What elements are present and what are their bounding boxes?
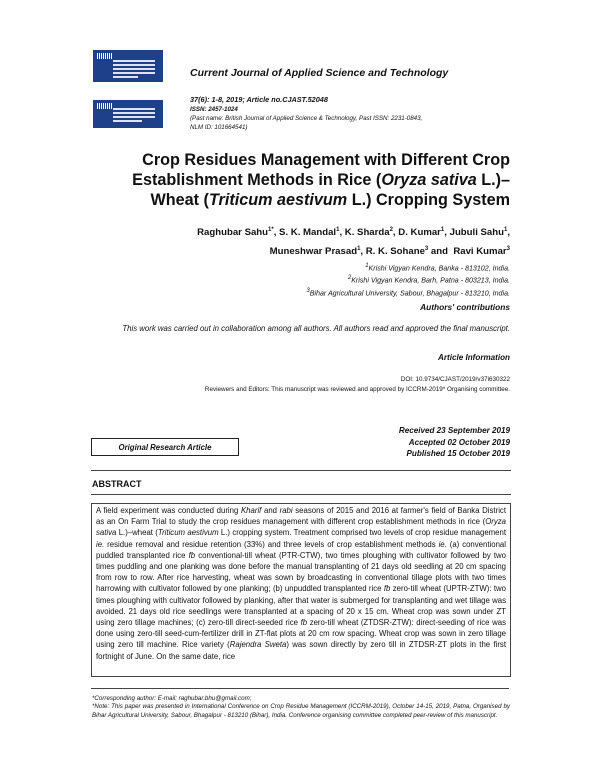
- journal-cover-logo: [93, 50, 163, 82]
- divider: [91, 494, 511, 495]
- cover-mark-icon: [97, 53, 113, 59]
- editors-note: Reviewers and Editors: This manuscript was reviewed and approved by ICCRM-2019* Organising committee.: [204, 386, 510, 393]
- journal-cover-thumbnail: [93, 100, 163, 128]
- article-title: Crop Residues Management with Different Crop Establishment Methods in Rice (Oryza sativa L.)– Wheat (Triticum aestivum L.) Cropping System: [132, 151, 510, 209]
- journal-issue: 37(6): 1-8, 2019; Article no.CJAST.52048: [190, 95, 328, 104]
- journal-name: Current Journal of Applied Science and Technology: [190, 67, 449, 79]
- divider: [91, 470, 511, 471]
- abstract-heading: ABSTRACT: [92, 479, 142, 489]
- contributions-heading: Authors' contributions: [420, 302, 510, 312]
- article-info-heading: Article Information: [438, 353, 510, 362]
- footnote-divider: [91, 688, 509, 689]
- journal-former-name: (Past name: British Journal of Applied Science & Technology, Past ISSN: 2231-0843, NLM ID: 101664541): [190, 115, 423, 131]
- barcode-icon: [97, 103, 113, 109]
- affiliations: $^1$Krishi Vigyan Kendra, Banka - 813102, India. $^2$Krishi Vigyan Kendra, Barh, Patna - 803213, India. $^3$Bihar Agricultural University, Sabour, Bhagalpur - 813210, India.: [306, 263, 510, 298]
- journal-issn: ISSN: 2457-1024: [190, 106, 238, 113]
- doi: DOI: 10.9734/CJAST/2019/v37i630322: [400, 376, 510, 383]
- footnotes: *Corresponding author: E-mail: raghubar.bhu@gmail.com; *Note: This paper was presented in International Conference on Crop Residue Management (ICCRM-2019), October 14-15, 2019, Patna, Organised by Bihar Agricultural University, Sabour, Bhagalpur - 813210 (Bihar), India. Conference organising committee completed peer-review of this manuscript.: [92, 695, 510, 719]
- article-type-badge: Original Research Article: [91, 438, 239, 456]
- publication-dates: Received 23 September 2019 Accepted 02 October 2019 Published 15 October 2019: [398, 426, 510, 458]
- abstract-text: A field experiment was conducted during Kharif and rabi seasons of 2015 and 2016 at farmer's field of Banka District as an On Farm Trial to study the crop residues management with different crop establishment methods in rice (Oryza sativa L.)–wheat (Triticum aestivum L.) cropping system. Treatment comprised two levels of crop residue management ie. residue removal and residue retention (33%) and three levels of crop establishment methods ie. (a) conventional puddled transplanted rice fb conventional-till wheat (PTR-CTW), two times ploughing with cultivator followed by two times puddling and one planking was done before the manual transplanting of 21 days old seedling at 20 cm spacing from row to row. After rice harvesting, wheat was sown by broadcasting in conventional tillage plots with two times harrowing with cultivator followed by one planking; (b) unpuddled transplanted rice fb zero-till wheat (UPTR-ZTW): two times ploughing with cultivator followed by planking, after that water is submerged for transplanting and wet tillage was avoided. 21 days old rice seedlings were transplanted at a spacing of 20 x 15 cm. Wheat crop was sown under ZT using zero tillage machines; (c) zero-till direct-seeded rice fb zero-till wheat (ZTDSR-ZTW): direct-seeding of rice was done using zero-till seed-cum-fertilizer drill in ZT-flat plots at 20 cm row spacing. Wheat crop was sown in zero tillage using zero till machine. Rice variety (Rajendra Sweta) was sown directly by zero till in ZTDSR-ZT plots in the first fortnight of June. On the same date, rice: [96, 506, 507, 661]
- author-list: Raghubar Sahu$^{1*}$, S. K. Mandal$^1$, K. Sharda$^2$, D. Kumar$^1$, Jubuli Sahu$^1$, Muneshwar Prasad$^1$, R. K. Sohane$^3$ and Ravi Kumar$^3$: [197, 227, 510, 258]
- contributions-text: This work was carried out in collaboration among all authors. All authors read and approved the final manuscript.: [122, 324, 510, 333]
